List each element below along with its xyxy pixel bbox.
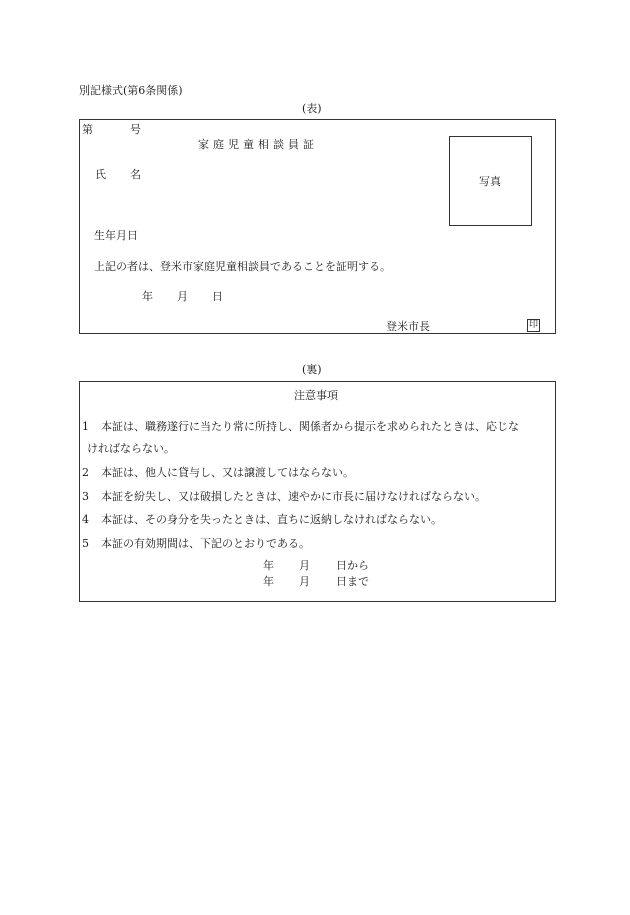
seal-mark: 印 — [528, 320, 538, 330]
validity-from-month: 月 — [299, 559, 310, 572]
date-month: 月 — [177, 290, 188, 303]
issuer: 登米市長 — [386, 320, 430, 333]
birthdate-label: 生年月日 — [94, 229, 138, 242]
form-reference: 別記様式(第6条関係) — [79, 84, 183, 97]
validity-to-year: 年 — [263, 575, 274, 588]
list-item-text: 本証は、他人に貸与し、又は譲渡してはならない。 — [101, 466, 354, 479]
validity-to-month: 月 — [299, 575, 310, 588]
notes-title: 注意事項 — [294, 389, 338, 402]
list-item-number: 2 — [82, 466, 89, 479]
list-item-number: 5 — [82, 537, 89, 550]
name-label-1: 氏 — [95, 168, 106, 181]
name-label-2: 名 — [130, 168, 141, 181]
validity-to-day: 日まで — [336, 575, 369, 588]
list-item-text: 本証は、職務遂行に当たり常に所持し、関係者から提示を求められたときは、応じな — [101, 420, 519, 433]
list-item-number: 3 — [82, 490, 89, 503]
date-day: 日 — [212, 290, 223, 303]
card-title: 家庭児童相談員証 — [198, 138, 318, 151]
list-item-number: 1 — [82, 420, 89, 433]
list-item-continuation: ければならない。 — [87, 442, 175, 455]
list-item-text: 本証を紛失し、又は破損したときは、速やかに市長に届けなければならない。 — [101, 490, 486, 503]
list-item-number: 4 — [82, 513, 89, 526]
list-item-text: 本証の有効期間は、下記のとおりである。 — [101, 537, 310, 550]
front-side-label: (表) — [302, 102, 322, 115]
date-year: 年 — [142, 290, 153, 303]
list-item-text: 本証は、その身分を失ったときは、直ちに返納しなければならない。 — [101, 513, 442, 526]
number-label-suffix: 号 — [130, 123, 141, 136]
validity-from-day: 日から — [336, 559, 369, 572]
back-side-label: (裏) — [302, 363, 322, 376]
certification-text: 上記の者は、登米市家庭児童相談員であることを証明する。 — [94, 260, 391, 273]
validity-from-year: 年 — [263, 559, 274, 572]
photo-label: 写真 — [479, 175, 501, 188]
number-label-prefix: 第 — [82, 123, 93, 136]
